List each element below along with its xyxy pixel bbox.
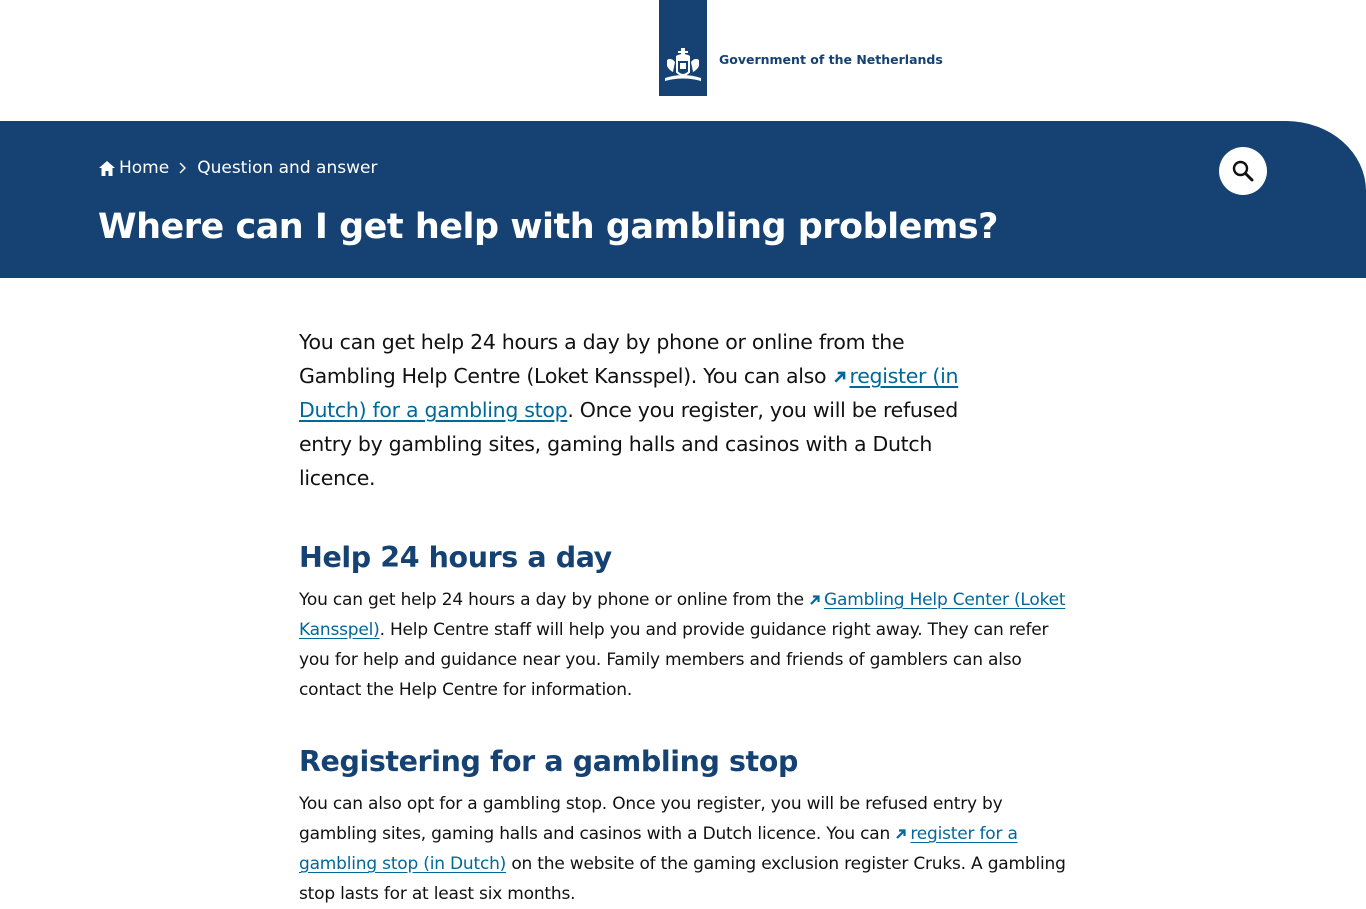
section-paragraph-gambling-stop <box>299 789 1074 909</box>
government-name[interactable]: Government of the Netherlands <box>719 52 943 67</box>
intro-text-end: . Once you register, you will be refused entry by gambling sites, gaming halls and casinos with a Dutch licence. <box>299 398 958 490</box>
page-banner <box>0 121 1366 278</box>
section-text-end: on the website of the gaming exclusion register Cruks. A gambling stop lasts for at least six months. <box>299 854 1066 904</box>
section-heading-gambling-stop: Registering for a gambling stop <box>299 745 798 778</box>
home-icon <box>99 161 115 176</box>
breadcrumb-current: Question and answer <box>197 158 378 178</box>
cruks-register-link[interactable]: register for a gambling stop (in Dutch) <box>299 824 1018 874</box>
breadcrumb-home-label: Home <box>119 158 170 178</box>
gambling-help-center-link[interactable]: Gambling Help Center (Loket Kansspel) <box>299 590 1066 640</box>
section-heading-help: Help 24 hours a day <box>299 541 612 574</box>
search-button[interactable] <box>1219 147 1267 195</box>
intro-paragraph <box>299 325 1004 495</box>
section-text-end: . Help Centre staff will help you and provide guidance right away. They can refer you for help and guidance near you. Family members and friends of gamblers can also contact the Help Centre for information. <box>299 620 1049 700</box>
external-link-icon <box>833 370 847 384</box>
intro-text: You can get help 24 hours a day by phone or online from the Gambling Help Centre (Loket Kansspel). You can also <box>299 330 905 388</box>
government-logo[interactable] <box>659 0 707 96</box>
external-link-icon <box>895 828 907 840</box>
section-text: You can also opt for a gambling stop. Once you register, you will be refused entry by gambling sites, gaming halls and casinos with a Dutch licence. You can <box>299 794 1003 844</box>
main-content <box>299 325 1074 909</box>
search-icon <box>1232 160 1254 182</box>
section-paragraph-help <box>299 585 1074 705</box>
external-link-icon <box>809 594 821 606</box>
page-title: Where can I get help with gambling problems? <box>98 207 998 247</box>
section-text: You can get help 24 hours a day by phone or online from the <box>299 590 810 610</box>
register-gambling-stop-link[interactable]: register (in Dutch) for a gambling stop <box>299 364 959 422</box>
breadcrumb <box>99 158 377 178</box>
breadcrumb-home-link[interactable] <box>99 158 169 178</box>
coat-of-arms-icon <box>662 46 704 86</box>
chevron-right-icon <box>179 162 186 174</box>
site-header <box>0 0 1366 121</box>
